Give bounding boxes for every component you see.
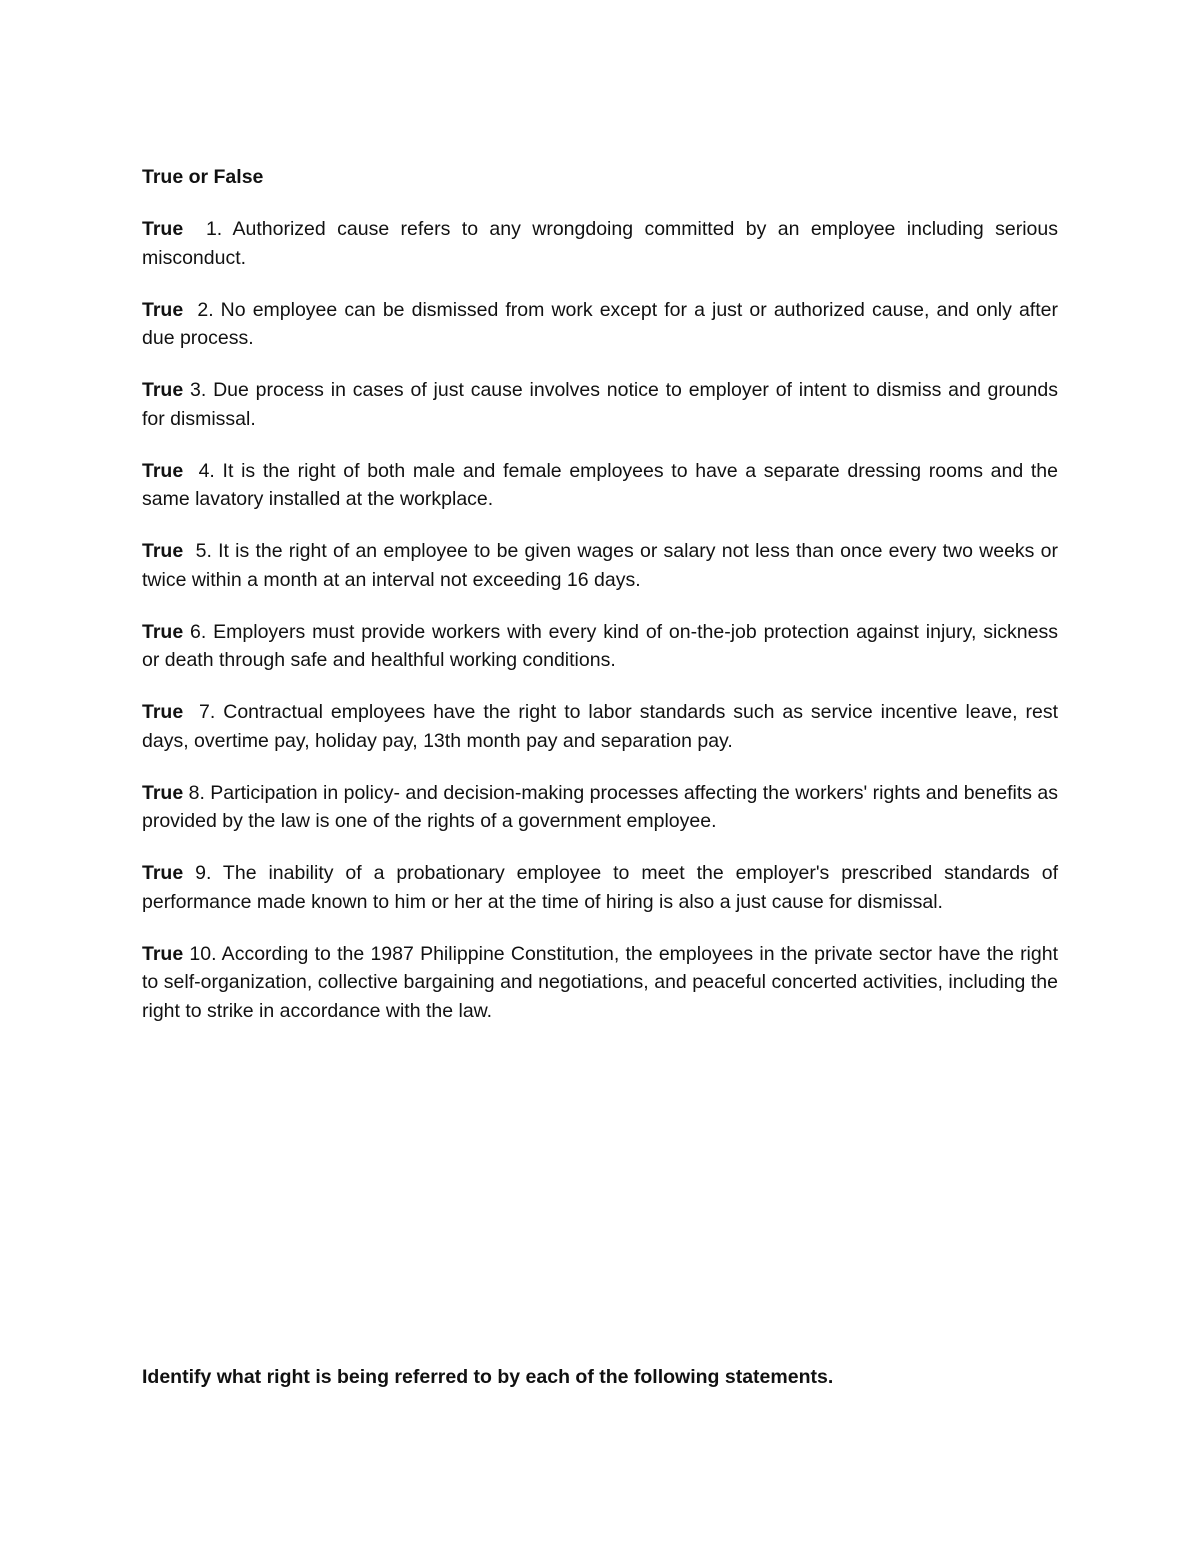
question-item-5: [142, 537, 1064, 594]
question-text: 2. No employee can be dismissed from work except for a just or authorized cause, and only after due process.: [142, 298, 1064, 349]
true-or-false-section: [142, 163, 1064, 1049]
question-text: 1. Authorized cause refers to any wrongdoing committed by an employee including serious misconduct.: [142, 218, 1064, 269]
question-item-10: [142, 940, 1064, 1026]
answer-label: True: [142, 379, 184, 401]
question-text: 6. Employers must provide workers with every kind of on-the-job protection against injury, sickness or death through safe and healthful working conditions.: [142, 620, 1064, 671]
answer-label: True: [142, 942, 184, 965]
question-text: 4. It is the right of both male and female employees to have a separate dressing rooms and the same lavatory installed at the workplace.: [142, 459, 1064, 510]
section-title: True or False: [142, 166, 264, 188]
answer-label: True: [142, 218, 184, 240]
question-text: 10. According to the 1987 Philippine Constitution, the employees in the private sector have the right to self-organization, collective bargaining and negotiations, and peaceful concerted activities, including the right to strike in accordance with the law.: [142, 942, 1064, 1022]
answer-label: True: [142, 298, 184, 321]
question-item-7: [142, 698, 1064, 755]
answer-label: True: [142, 459, 184, 482]
question-item-2: [142, 296, 1064, 353]
question-text: 7. Contractual employees have the right to labor standards such as service incentive leave, rest days, overtime pay, holiday pay, 13th month pay and separation pay.: [142, 701, 1064, 752]
answer-label: True: [142, 781, 184, 804]
identification-section-title: Identify what right is being referred to by each of the following statements.: [142, 1366, 834, 1388]
answer-label: True: [142, 862, 184, 884]
question-item-6: [142, 618, 1064, 675]
question-text: 3. Due process in cases of just cause involves notice to employer of intent to dismiss and grounds for dismissal.: [142, 379, 1064, 430]
question-item-1: [142, 215, 1064, 272]
question-text: 8. Participation in policy- and decision-making processes affecting the workers' rights and benefits as provided by the law is one of the rights of a government employee.: [142, 781, 1064, 832]
answer-label: True: [142, 540, 184, 562]
question-item-9: [142, 859, 1064, 916]
question-item-8: [142, 779, 1064, 836]
answer-label: True: [142, 620, 184, 643]
answer-label: True: [142, 701, 184, 723]
question-text: 9. The inability of a probationary employee to meet the employer's prescribed standards of performance made known to him or her at the time of hiring is also a just cause for dismissal.: [142, 862, 1064, 913]
question-item-4: [142, 457, 1064, 514]
question-item-3: [142, 376, 1064, 433]
question-text: 5. It is the right of an employee to be given wages or salary not less than once every two weeks or twice within a month at an interval not exceeding 16 days.: [142, 540, 1064, 591]
